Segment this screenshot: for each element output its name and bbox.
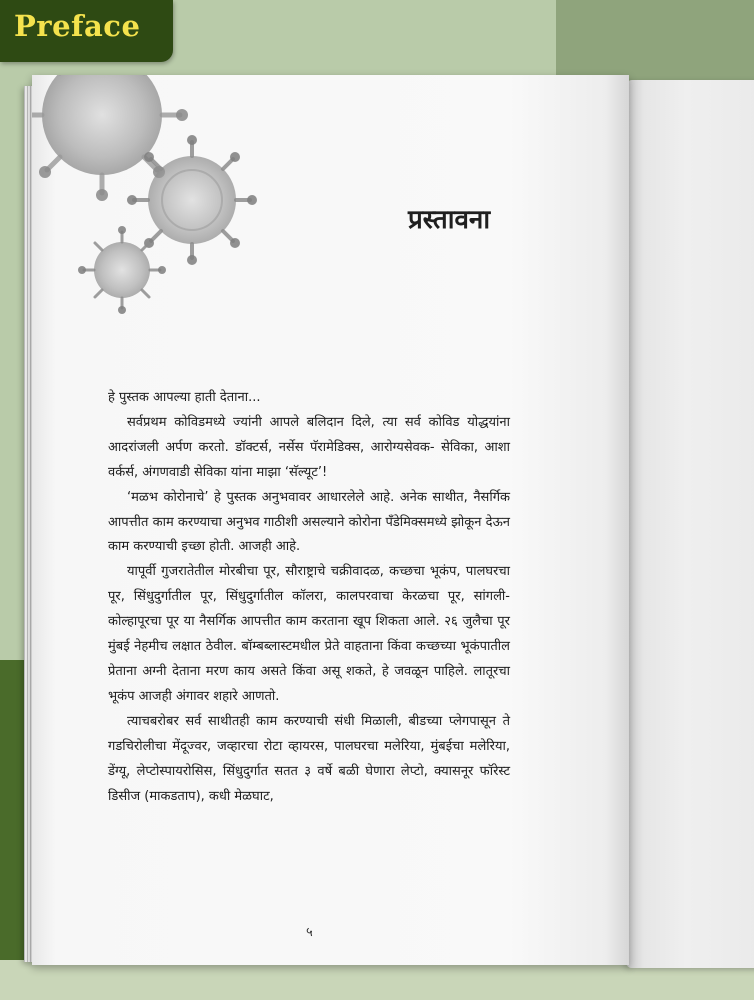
- chapter-title: प्रस्तावना: [408, 205, 491, 235]
- paragraph: सर्वप्रथम कोविडमध्ये ज्यांनी आपले बलिदान दिले, त्या सर्व कोविड योद्धयांना आदरांजली अर्पण करतो. डॉक्टर्स, नर्सेस पॅरामेडिक्स, आरोग्यसेवक- सेविका, आशा वर्कर्स, अंगणवाडी सेविका यांना माझा ‘सॅल्यूट’!: [108, 414, 510, 480]
- intro-line: हे पुस्तक आपल्या हाती देताना...: [108, 390, 261, 405]
- paragraph: त्याचबरोबर सर्व साथीतही काम करण्याची संधी मिळाली, बीडच्या प्लेगपासून ते गडचिरोलीचा मेंदूज्वर, जव्हारचा रोटा व्हायरस, पालघरचा मलेरिया, मुंबईचा मलेरिया, डेंग्यू, लेप्टोस्पायरोसिस, सिंधुदुर्गात सतत ३ वर्षे बळी घेणारा लेप्टो, क्यासनूर फॉरेस्ट डिसीज (माकडताप), कधी मेळघाट,: [108, 713, 510, 804]
- page-number: ५: [306, 925, 313, 940]
- coronavirus-illustration-icon: [32, 75, 262, 315]
- paragraph: ‘मळभ कोरोनाचे’ हे पुस्तक अनुभवावर आधारलेले आहे. अनेक साथीत, नैसर्गिक आपत्तीत काम करण्याचा अनुभव गाठीशी असल्याने कोरोना पॅंडेमिक्समध्ये झोकून देऊन काम करण्याची इच्छा होती. आजही आहे.: [108, 489, 510, 555]
- right-page: [626, 80, 754, 968]
- paragraph: यापूर्वी गुजरातेतील मोरबीचा पूर, सौराष्ट्राचे चक्रीवादळ, कच्छचा भूकंप, पालघरचा पूर, सिंधुदुर्गातील पूर, सिंधुदुर्गातील कॉलरा, कालपरवाचा केरळचा पूर, सांगली-कोल्हापूरचा पूर या नैसर्गिक आपत्तीत काम करताना खूप शिकता आले. २६ जुलैचा पूर मुंबई नेहमीच लक्षात ठेवील. बॉम्बब्लास्टमधील प्रेते वाहताना किंवा कच्छच्या भूकंपातील प्रेताना अग्नी देताना मरण काय असते किंवा असू शकते, हे जवळून पाहिले. लातूरचा भूकंप आजही अंगावर शहारे आणतो.: [108, 564, 510, 704]
- preface-badge: [0, 0, 173, 62]
- badge-label: Preface: [14, 9, 141, 43]
- body-text: [108, 386, 510, 809]
